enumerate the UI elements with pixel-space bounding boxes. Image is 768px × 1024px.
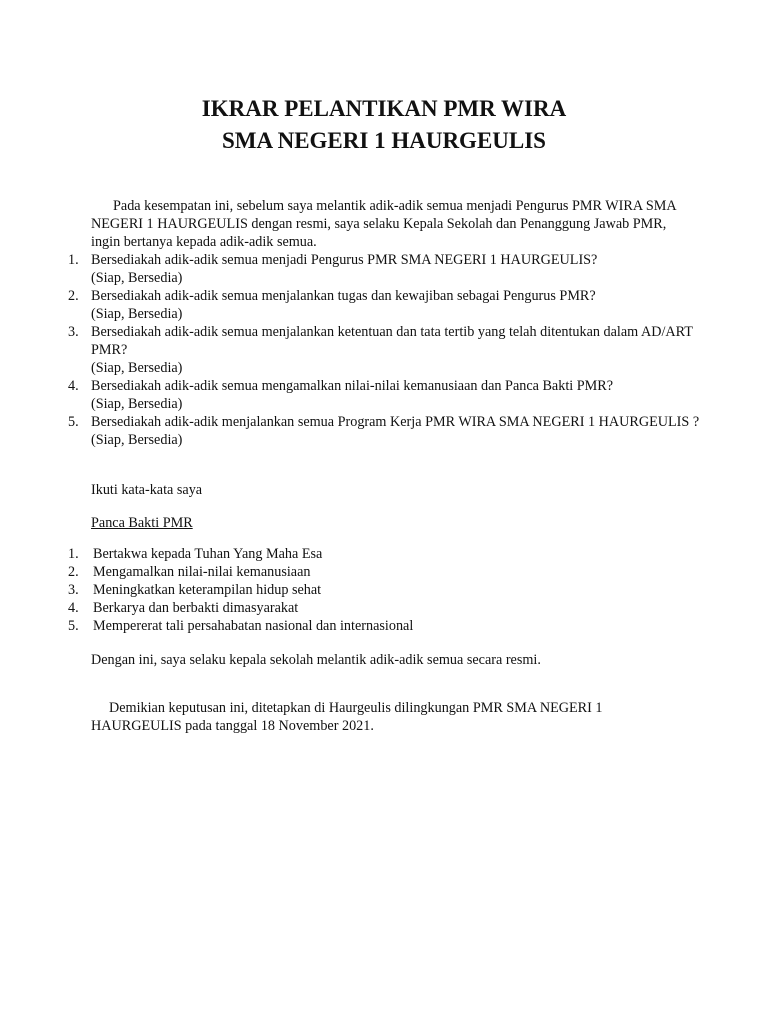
panca-bakti-number: 2. [68,564,79,580]
panca-bakti-heading: Panca Bakti PMR [91,515,193,531]
question-item [68,413,708,449]
question-text: Bersediakah adik-adik semua menjadi Pengurus PMR SMA NEGERI 1 HAURGEULIS? [91,252,598,268]
question-item [68,323,708,377]
document-title-line2: SMA NEGERI 1 HAURGEULIS [222,128,546,153]
panca-bakti-number: 3. [68,582,79,598]
panca-bakti-item [68,563,708,581]
question-number: 5. [68,414,79,430]
panca-bakti-text: Meningkatkan keterampilan hidup sehat [93,582,322,598]
question-number: 4. [68,378,79,394]
question-number: 3. [68,324,79,340]
question-item [68,251,708,287]
panca-bakti-item [68,545,708,563]
intro-paragraph: Pada kesempatan ini, sebelum saya melantik adik-adik semua menjadi Pengurus PMR WIRA SMA NEGERI 1 HAURGEULIS dengan resmi, saya selaku Kepala Sekolah dan Penanggung Jawab PMR, ingin bertanya kepada adik-adik semua. [91,198,676,250]
panca-bakti-number: 5. [68,618,79,634]
closing-statement: Dengan ini, saya selaku kepala sekolah melantik adik-adik semua secara resmi. [91,652,541,668]
question-text: Bersediakah adik-adik menjalankan semua Program Kerja PMR WIRA SMA NEGERI 1 HAURGEULIS ? [91,414,700,430]
panca-bakti-item [68,581,708,599]
question-number: 2. [68,288,79,304]
question-item [68,287,708,323]
panca-bakti-number: 4. [68,600,79,616]
question-text: Bersediakah adik-adik semua menjalankan tugas dan kewajiban sebagai Pengurus PMR? [91,288,596,304]
panca-bakti-list [68,545,708,635]
question-answer: (Siap, Bersedia) [91,360,183,376]
panca-bakti-item [68,617,708,635]
final-statement: Demikian keputusan ini, ditetapkan di Haurgeulis dilingkungan PMR SMA NEGERI 1 HAURGEULIS pada tanggal 18 November 2021. [91,700,603,734]
question-answer: (Siap, Bersedia) [91,306,183,322]
question-text: Bersediakah adik-adik semua menjalankan ketentuan dan tata tertib yang telah ditentukan dalam AD/ART PMR? [91,324,693,358]
question-number: 1. [68,252,79,268]
question-answer: (Siap, Bersedia) [91,396,183,412]
panca-bakti-number: 1. [68,546,79,562]
question-answer: (Siap, Bersedia) [91,432,183,448]
document-title-line1: IKRAR PELANTIKAN PMR WIRA [201,96,567,121]
panca-bakti-text: Berkarya dan berbakti dimasyarakat [93,600,299,616]
question-item [68,377,708,413]
panca-bakti-text: Mengamalkan nilai-nilai kemanusiaan [93,564,311,580]
panca-bakti-item [68,599,708,617]
question-answer: (Siap, Bersedia) [91,270,183,286]
question-text: Bersediakah adik-adik semua mengamalkan nilai-nilai kemanusiaan dan Panca Bakti PMR? [91,378,614,394]
follow-instruction: Ikuti kata-kata saya [91,482,203,498]
question-list [68,251,708,449]
panca-bakti-text: Mempererat tali persahabatan nasional dan internasional [93,618,414,634]
panca-bakti-text: Bertakwa kepada Tuhan Yang Maha Esa [93,546,323,562]
